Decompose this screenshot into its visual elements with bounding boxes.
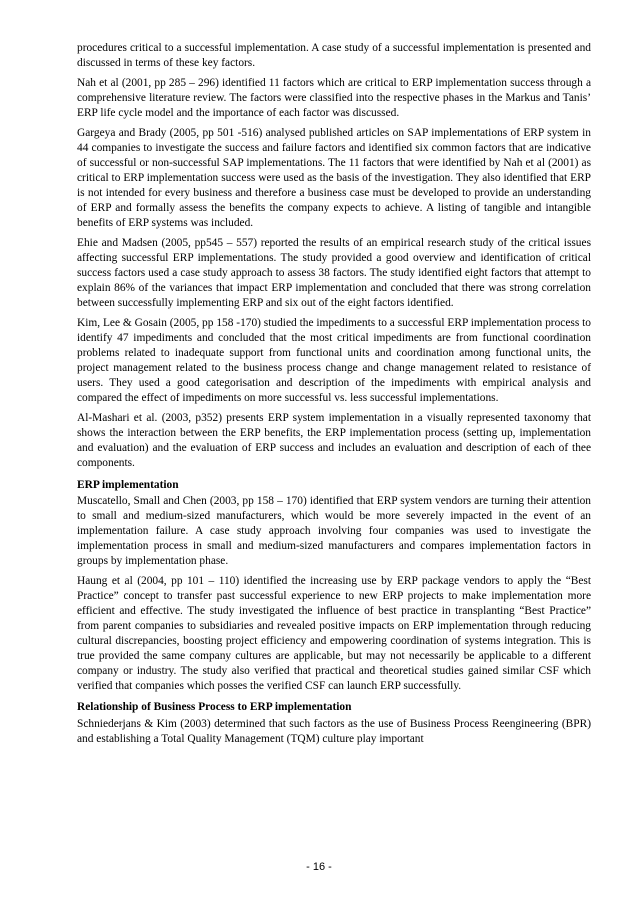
paragraph-muscatello: Muscatello, Small and Chen (2003, pp 158 – 170) identified that ERP system vendors are turning their attention to small and medium-sized manufacturers, which would be more severely impacted in the event of an implementation failure. A case study approach involving four companies was used to investigate the implementation process in small and medium-sized manufacturers and compares implementation factors in groups by implementation phase. (77, 494, 591, 567)
paragraph-ehie: Ehie and Madsen (2005, pp545 – 557) reported the results of an empirical research study of the critical issues affecting successful ERP implementations. The study provided a good overview and identification of critical success factors used a case study approach to assess 38 factors. The study identified eight factors that attempt to explain 86% of the variances that impact ERP implementation and concluded that there was strong correlation between successfully implementing ERP and six out of the eight factors identified. (77, 236, 591, 310)
section-heading-business-process: Relationship of Business Process to ERP implementation (77, 701, 352, 714)
paragraph-gargeya: Gargeya and Brady (2005, pp 501 -516) analysed published articles on SAP implementations of ERP system in 44 companies to investigate the success and failure factors and identified six common factors that are indicative of successful or non-successful SAP implementations. The 11 factors that were identified by Nah et al (2001) as critical to ERP implementation success were used as the basis of the investigation. They also identified that ERP is not intended for every business and therefore a business case must be developed to provide an understanding of ERP and formally assess the benefits the company expects to achieve. A listing of tangible and intangible benefits of ERP systems was included. (77, 126, 591, 230)
paragraph-haung: Haung et al (2004, pp 101 – 110) identified the increasing use by ERP package vendors to apply the “Best Practice” concept to transfer past successful experience to new ERP projects to make implementation more efficient and effective. The study investigated the influence of best practice in transplanting “Best Practice” from parent companies to subsidiaries and revealed positive impacts on ERP implementation through reducing cultural discrepancies, boosting project efficiency and empowering coordination of systems integration. This is true provided the same company cultures are applicable, but may not necessarily be applicable to a different company or industry. The study also verified that practical and theoretical studies gained similar CSF which verified that companies which posses the verified CSF can launch ERP successfully. (77, 574, 591, 693)
paragraph-al-mashari: Al-Mashari et al. (2003, p352) presents ERP system implementation in a visually represented taxonomy that shows the interaction between the ERP benefits, the ERP implementation process (setting up, implementation and evaluation) and the evaluation of ERP success and includes an evaluation and description of each of thee components. (77, 412, 591, 470)
paragraph-procedures: procedures critical to a successful implementation. A case study of a successful implementation is presented and discussed in terms of these key factors. (77, 42, 591, 70)
paragraph-nah: Nah et al (2001, pp 285 – 296) identified 11 factors which are critical to ERP implementation success through a comprehensive literature review. The factors were classified into the respective phases in the Markus and Tanis’ ERP life cycle model and the importance of each factor was discussed. (77, 76, 591, 119)
page-content (77, 41, 591, 751)
paragraph-schniederjans: Schniederjans & Kim (2003) determined that such factors as the use of Business Process Reengineering (BPR) and establishing a Total Quality Management (TQM) culture play important (77, 717, 591, 745)
section-heading-erp-implementation: ERP implementation (77, 478, 179, 491)
paragraph-kim: Kim, Lee & Gosain (2005, pp 158 -170) studied the impediments to a successful ERP implementation process to identify 47 impediments and concluded that the most critical impediments are from functional coordination problems related to inadequate support from functional units and coordination among functional units, the project management related to the business process change and change management related to resistance of users. They used a good categorisation and description of the impediments with empirical analysis and compared the effect of impediments on more successful vs. less successful implementations. (77, 316, 591, 405)
page-number: - 16 - (306, 861, 332, 873)
